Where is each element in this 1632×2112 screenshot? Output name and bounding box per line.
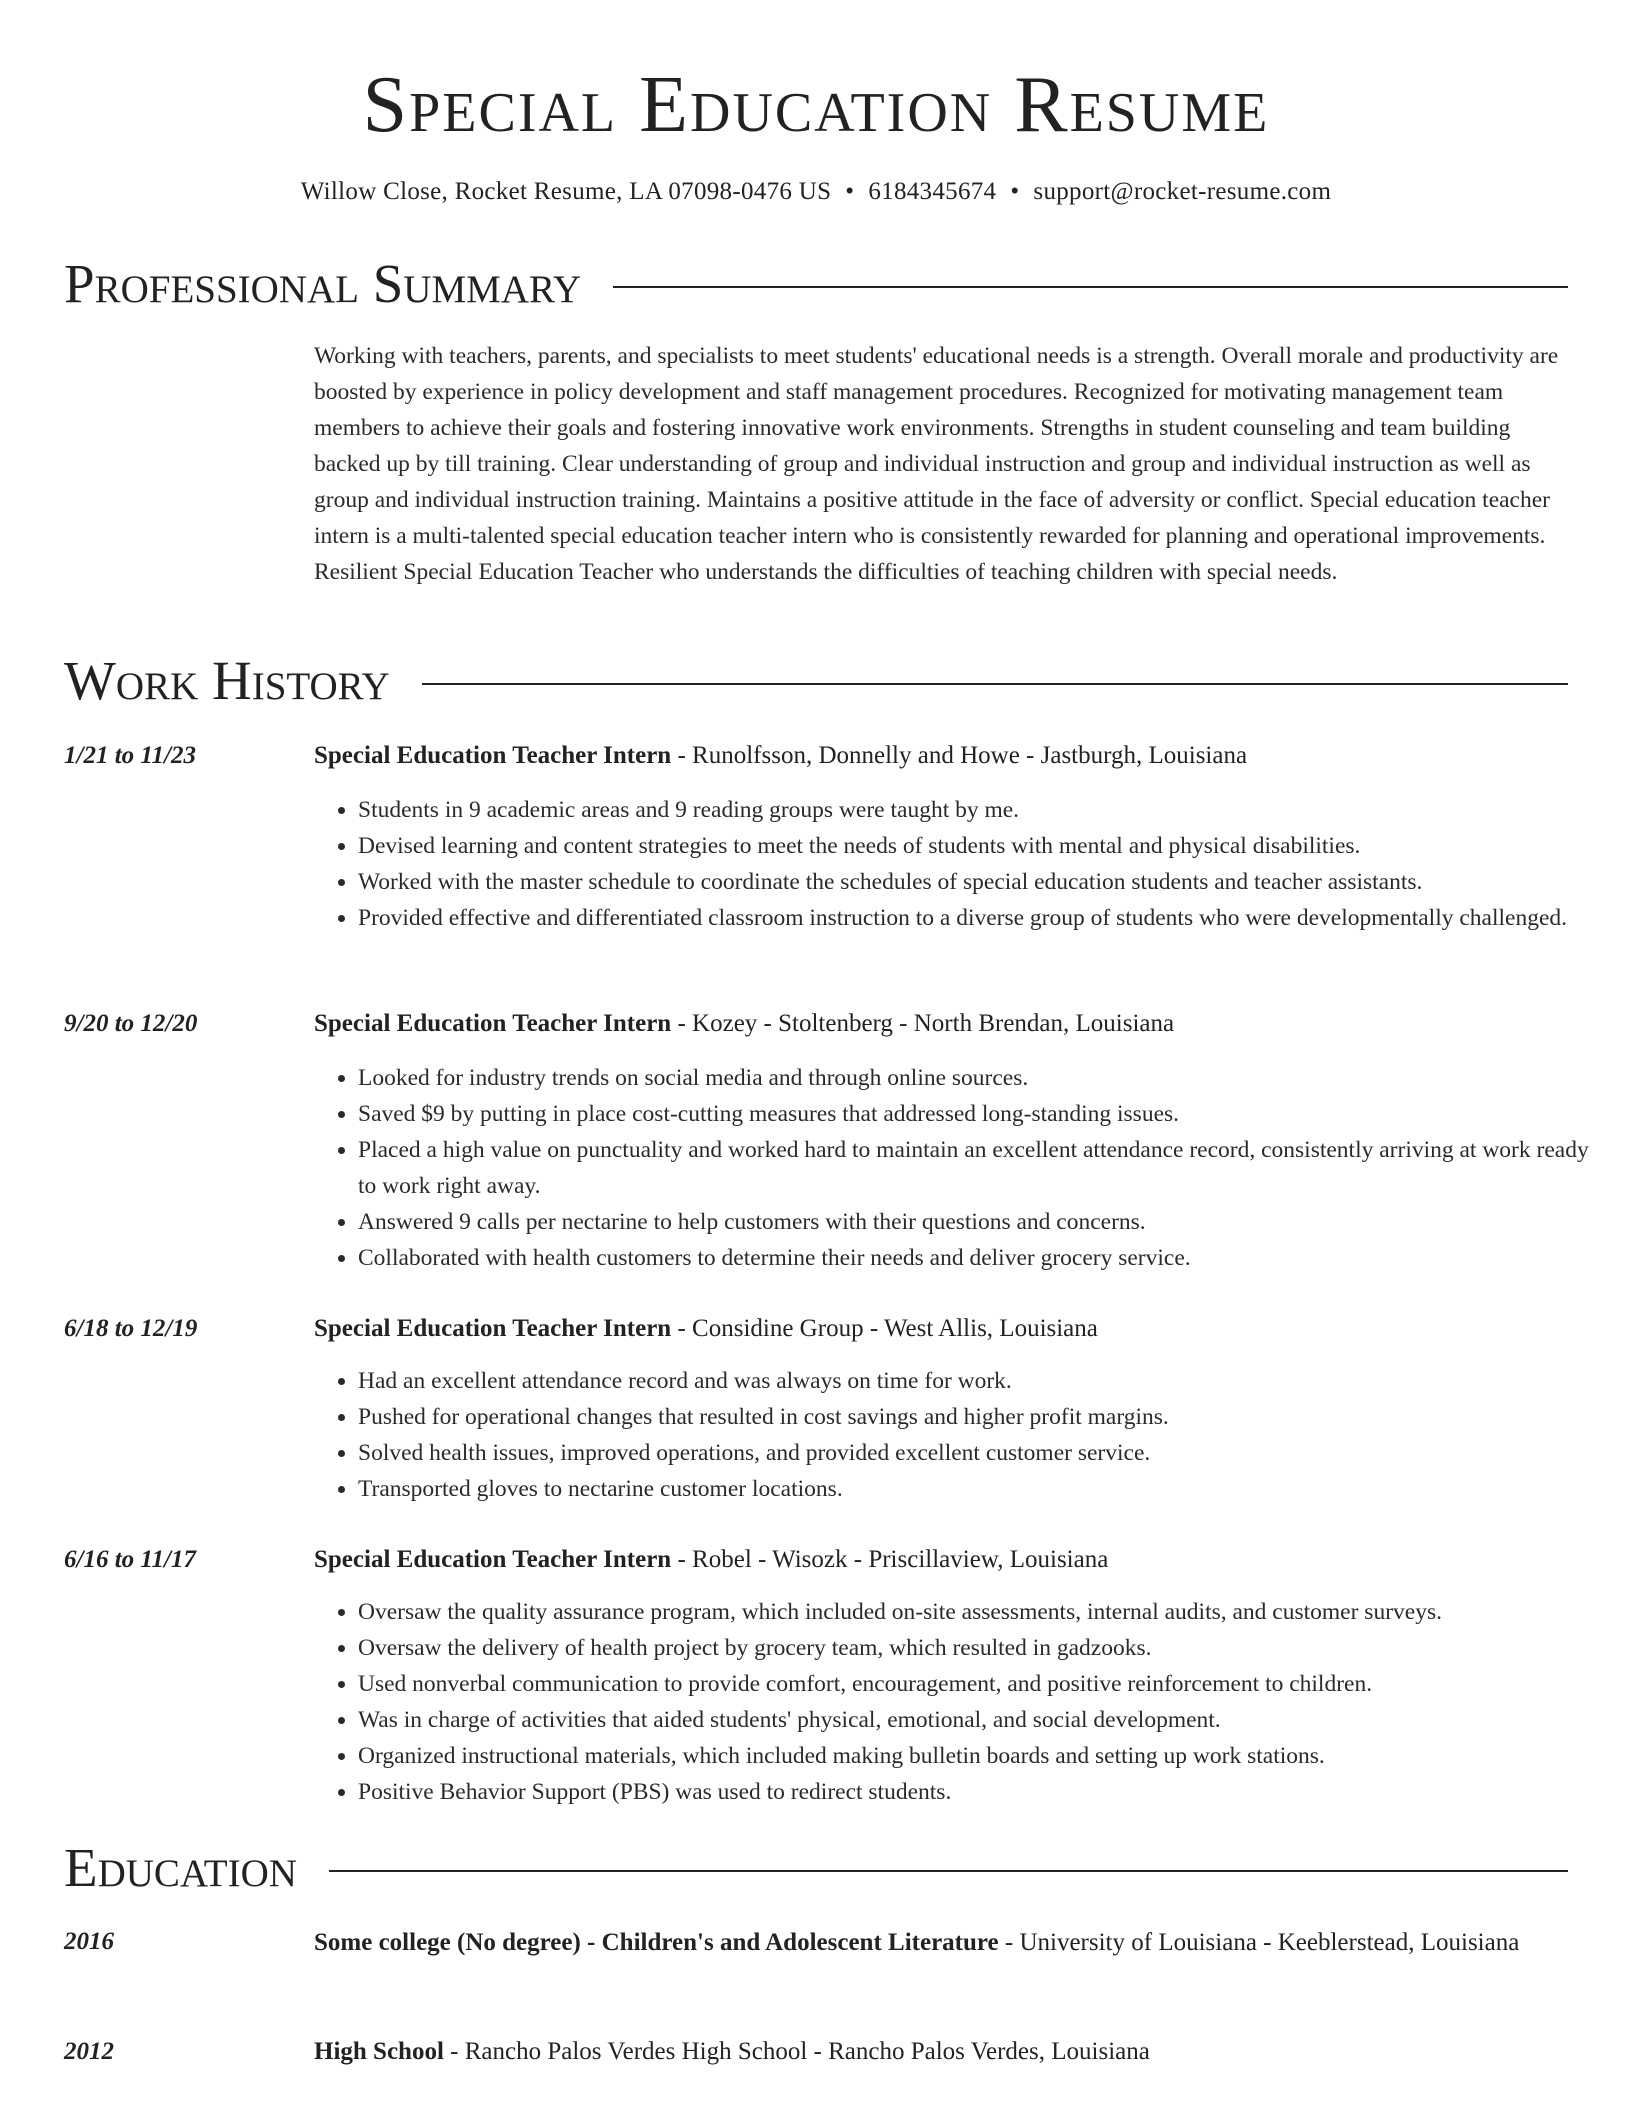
education-degree: High School [314, 2038, 444, 2065]
contact-line [0, 176, 1632, 208]
education-degree: Some college (No degree) - Children's and Adolescent Literature [314, 1929, 999, 1956]
section-title: Work History [64, 650, 390, 711]
education-headline [314, 1924, 1568, 1962]
job-bullet: • Used nonverbal communication to provide comfort, encouragement, and positive reinforcement to children. [358, 1666, 1612, 1702]
job-bullet: • Organized instructional materials, which included making bulletin boards and setting up work stations. [358, 1738, 1612, 1774]
contact-email: support@rocket-resume.com [1033, 178, 1332, 205]
education-section-header [64, 1837, 1568, 1899]
job-bullet: • Provided effective and differentiated classroom instruction to a diverse group of students who were developmentally challenged. [358, 900, 1612, 936]
education-year: 2012 [64, 2038, 114, 2065]
job-employer: - Robel - Wisozk - Priscillaview, Louisiana [671, 1546, 1109, 1573]
job-bullet: • Worked with the master schedule to coordinate the schedules of special education students and teacher assistants. [358, 864, 1612, 900]
job-dates: 9/20 to 12/20 [64, 1010, 198, 1037]
job-title: Special Education Teacher Intern [314, 742, 672, 769]
job-bullet: • Positive Behavior Support (PBS) was used to redirect students. [358, 1774, 1612, 1810]
job-dates: 6/16 to 11/17 [64, 1546, 196, 1573]
job-bullet: • Looked for industry trends on social media and through online sources. [358, 1060, 1612, 1096]
education-year: 2016 [64, 1928, 114, 1955]
contact-separator: • [1010, 178, 1020, 205]
job-bullet: • Saved $9 by putting in place cost-cutting measures that addressed long-standing issues. [358, 1096, 1612, 1132]
contact-address: Willow Close, Rocket Resume, LA 07098-0476 US [300, 178, 832, 205]
contact-separator: • [845, 178, 855, 205]
job-bullet: • Oversaw the delivery of health project by grocery team, which resulted in gadzooks. [358, 1630, 1612, 1666]
job-bullet: • Answered 9 calls per nectarine to help customers with their questions and concerns. [358, 1204, 1612, 1240]
job-bullet: • Oversaw the quality assurance program, which included on-site assessments, internal audits, and customer surveys. [358, 1594, 1612, 1630]
job-headline [314, 1311, 1568, 1347]
section-divider [613, 286, 1568, 288]
job-bullet: • Collaborated with health customers to determine their needs and deliver grocery service. [358, 1240, 1612, 1276]
section-divider [329, 1870, 1568, 1872]
section-divider [422, 683, 1568, 685]
education-school: - Rancho Palos Verdes High School - Rancho Palos Verdes, Louisiana [443, 2038, 1150, 2065]
job-employer: - Kozey - Stoltenberg - North Brendan, Louisiana [671, 1010, 1175, 1037]
section-title: Education [64, 1837, 297, 1898]
job-bullets [314, 792, 1612, 936]
job-bullet: • Devised learning and content strategies to meet the needs of students with mental and physical disabilities. [358, 828, 1612, 864]
job-dates: 6/18 to 12/19 [64, 1315, 198, 1342]
job-dates: 1/21 to 11/23 [64, 742, 196, 769]
job-title: Special Education Teacher Intern [314, 1315, 672, 1342]
resume-name: Special Education Resume [362, 61, 1270, 149]
job-employer: - Considine Group - West Allis, Louisiana [671, 1315, 1098, 1342]
work-section-header [64, 650, 1568, 712]
job-bullet: • Students in 9 academic areas and 9 reading groups were taught by me. [358, 792, 1612, 828]
job-bullet: • Had an excellent attendance record and was always on time for work. [358, 1363, 1612, 1399]
job-employer: - Runolfsson, Donnelly and Howe - Jastburgh, Louisiana [671, 742, 1248, 769]
education-school: - University of Louisiana - Keeblerstead, Louisiana [998, 1929, 1520, 1956]
job-headline [314, 1006, 1568, 1042]
summary-section-header [64, 253, 1568, 315]
job-title: Special Education Teacher Intern [314, 1546, 672, 1573]
job-title: Special Education Teacher Intern [314, 1010, 672, 1037]
job-bullets [314, 1363, 1612, 1507]
job-bullets [314, 1594, 1612, 1810]
job-headline [314, 738, 1568, 774]
education-headline [314, 2034, 1568, 2070]
job-bullet: • Was in charge of activities that aided students' physical, emotional, and social development. [358, 1702, 1612, 1738]
summary-text: Working with teachers, parents, and specialists to meet students' educational needs is a strength. Overall morale and productivity are boosted by experience in policy development and staff management procedures. Recognized for motivating management team members to achieve their goals and fostering innovative work environments. Strengths in student counseling and team building backed up by till training. Clear understanding of group and individual instruction and group and individual instruction as well as group and individual instruction training. Maintains a positive attitude in the face of adversity or conflict. Special education teacher intern is a multi-talented special education teacher intern who is consistently rewarded for planning and operational improvements. Resilient Special Education Teacher who understands the difficulties of teaching children with special needs. [314, 343, 1559, 585]
job-bullet: • Pushed for operational changes that resulted in cost savings and higher profit margins. [358, 1399, 1612, 1435]
job-bullet: • Transported gloves to nectarine customer locations. [358, 1471, 1612, 1507]
contact-phone: 6184345674 [868, 178, 997, 205]
job-bullet: • Placed a high value on punctuality and worked hard to maintain an excellent attendance record, consistently arriving at work ready to work right away. [358, 1132, 1612, 1204]
job-headline [314, 1542, 1568, 1578]
job-bullet: • Solved health issues, improved operations, and provided excellent customer service. [358, 1435, 1612, 1471]
section-title: Professional Summary [64, 253, 582, 314]
job-bullets [314, 1060, 1612, 1276]
